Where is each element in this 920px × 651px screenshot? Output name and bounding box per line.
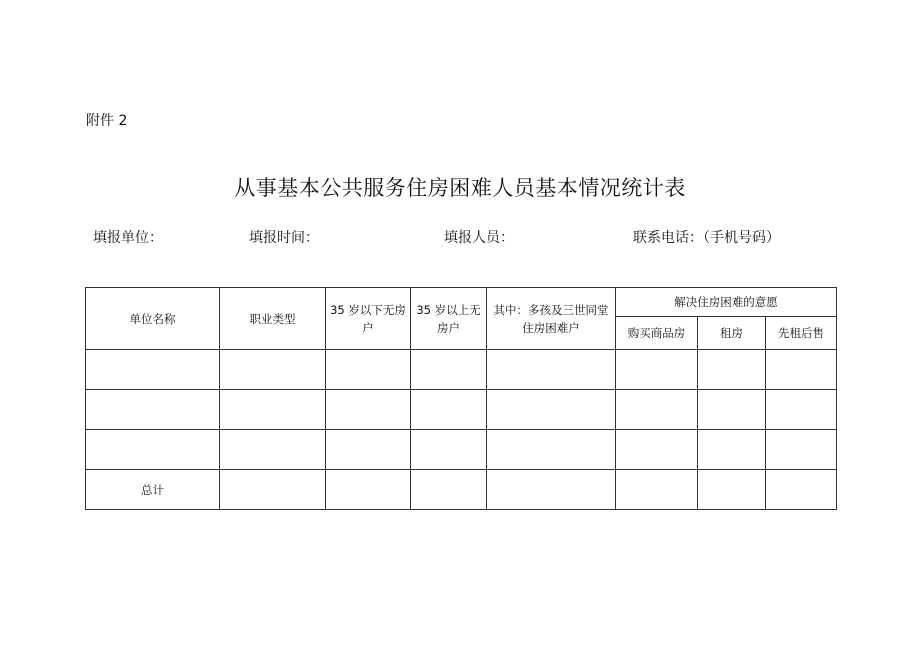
statistics-table: [85, 287, 837, 510]
cell-total-buy[interactable]: [616, 470, 698, 510]
cell-over-35[interactable]: [411, 390, 487, 430]
attachment-label: 附件 2: [86, 113, 128, 129]
cell-total-under-35[interactable]: [326, 470, 411, 510]
fill-person-label: 填报人员：: [444, 230, 514, 246]
cell-over-35[interactable]: [411, 430, 487, 470]
header-under-35-no-house: 35 岁以下无房户: [326, 288, 411, 350]
cell-multi-child[interactable]: [487, 390, 616, 430]
header-unit-name: 单位名称: [86, 288, 220, 350]
cell-total-rent[interactable]: [698, 470, 766, 510]
header-multi-child-households: 其中：多孩及三世同堂住房困难户: [487, 288, 616, 350]
cell-under-35[interactable]: [326, 350, 411, 390]
table-row: [86, 430, 837, 470]
cell-rent-then-buy[interactable]: [766, 430, 837, 470]
fill-time-label: 填报时间：: [249, 230, 319, 246]
cell-job-type[interactable]: [220, 390, 326, 430]
total-label: 总计: [86, 470, 220, 510]
fill-unit-label: 填报单位：: [93, 230, 163, 246]
header-buy-commercial-housing: 购买商品房: [616, 317, 698, 350]
total-row: [86, 470, 837, 510]
cell-unit-name[interactable]: [86, 390, 220, 430]
header-job-type: 职业类型: [220, 288, 326, 350]
cell-rent-then-buy[interactable]: [766, 390, 837, 430]
table-row: [86, 390, 837, 430]
header-over-35-no-house: 35 岁以上无房户: [411, 288, 487, 350]
cell-total-rent-then-buy[interactable]: [766, 470, 837, 510]
header-housing-intention: 解决住房困难的意愿: [616, 288, 837, 317]
cell-buy[interactable]: [616, 430, 698, 470]
cell-job-type[interactable]: [220, 350, 326, 390]
cell-unit-name[interactable]: [86, 430, 220, 470]
contact-phone-label: 联系电话：（手机号码）: [633, 230, 780, 246]
table-row: [86, 350, 837, 390]
header-rent-then-buy: 先租后售: [766, 317, 837, 350]
cell-under-35[interactable]: [326, 430, 411, 470]
cell-buy[interactable]: [616, 390, 698, 430]
cell-unit-name[interactable]: [86, 350, 220, 390]
cell-total-job-type[interactable]: [220, 470, 326, 510]
header-rent: 租房: [698, 317, 766, 350]
cell-over-35[interactable]: [411, 350, 487, 390]
cell-rent[interactable]: [698, 390, 766, 430]
cell-job-type[interactable]: [220, 430, 326, 470]
cell-under-35[interactable]: [326, 390, 411, 430]
cell-rent-then-buy[interactable]: [766, 350, 837, 390]
cell-total-over-35[interactable]: [411, 470, 487, 510]
cell-multi-child[interactable]: [487, 430, 616, 470]
cell-multi-child[interactable]: [487, 350, 616, 390]
cell-rent[interactable]: [698, 350, 766, 390]
cell-total-multi-child[interactable]: [487, 470, 616, 510]
cell-buy[interactable]: [616, 350, 698, 390]
page-title: 从事基本公共服务住房困难人员基本情况统计表: [234, 176, 686, 200]
cell-rent[interactable]: [698, 430, 766, 470]
